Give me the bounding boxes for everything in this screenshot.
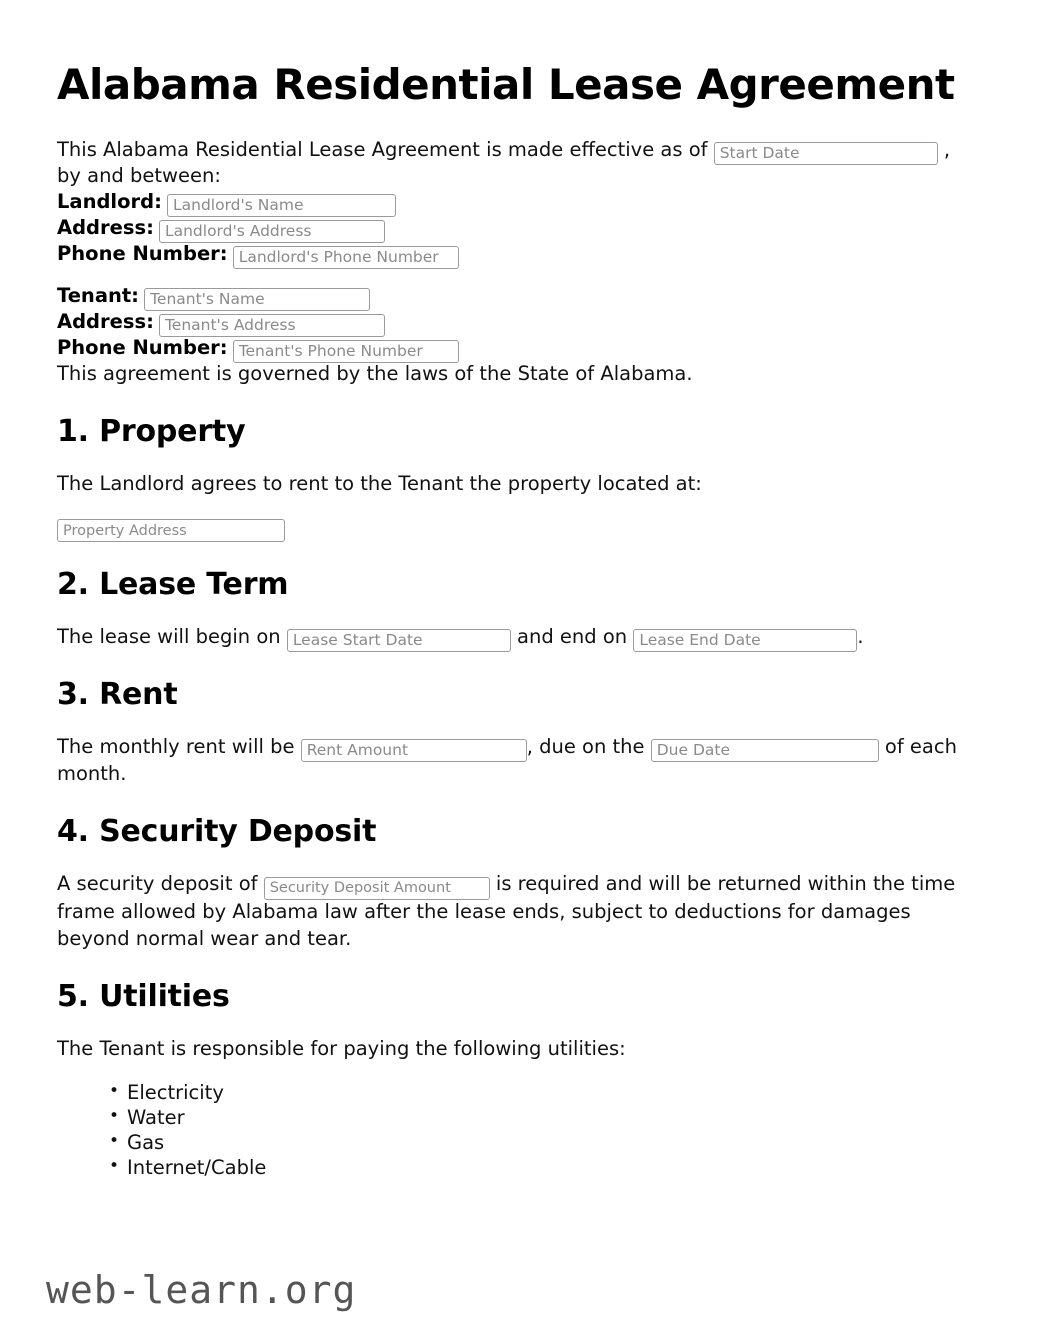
section-heading-utilities: 5. Utilities bbox=[57, 978, 230, 1014]
lease-term-paragraph bbox=[57, 623, 980, 650]
rent-paragraph bbox=[57, 733, 980, 787]
landlord-address-input[interactable] bbox=[159, 220, 385, 243]
landlord-phone-label: Phone Number: bbox=[57, 242, 228, 266]
governing-law-paragraph: This agreement is governed by the laws of the State of Alabama. bbox=[57, 362, 693, 386]
security-deposit-paragraph bbox=[57, 870, 980, 952]
security-deposit-amount-input[interactable] bbox=[264, 877, 490, 900]
section-heading-property: 1. Property bbox=[57, 414, 246, 450]
tenant-name-row bbox=[57, 283, 980, 309]
tenant-block bbox=[57, 283, 980, 361]
landlord-name-row bbox=[57, 189, 980, 215]
rent-text-after-due: of each month. bbox=[57, 735, 957, 786]
tenant-name-label: Tenant: bbox=[57, 284, 139, 308]
party-spacer bbox=[57, 267, 980, 283]
utilities-list bbox=[57, 1080, 980, 1180]
list-item: • Internet/Cable bbox=[109, 1155, 980, 1180]
landlord-block bbox=[57, 189, 980, 267]
section-heading-security-deposit: 4. Security Deposit bbox=[57, 814, 377, 850]
landlord-name-label: Landlord: bbox=[57, 190, 162, 214]
lease-term-period: . bbox=[857, 625, 864, 649]
property-address-input[interactable] bbox=[57, 519, 285, 542]
watermark: web-learn.org bbox=[46, 1268, 357, 1312]
tenant-address-input[interactable] bbox=[159, 314, 385, 337]
landlord-phone-input[interactable] bbox=[233, 246, 459, 269]
landlord-address-row bbox=[57, 215, 980, 241]
landlord-phone-row bbox=[57, 241, 980, 267]
utilities-paragraph: The Tenant is responsible for paying the following utilities: bbox=[57, 1036, 626, 1060]
property-paragraph: The Landlord agrees to rent to the Tenant the property located at: bbox=[57, 472, 702, 496]
security-deposit-text-before: A security deposit of bbox=[57, 872, 258, 896]
rent-text-before-amount: The monthly rent will be bbox=[57, 735, 295, 759]
due-date-input[interactable] bbox=[651, 739, 879, 762]
lease-end-date-input[interactable] bbox=[633, 629, 857, 652]
intro-paragraph bbox=[57, 137, 980, 189]
intro-text-before-start-date: This Alabama Residential Lease Agreement is made effective as of bbox=[57, 138, 708, 162]
tenant-phone-input[interactable] bbox=[233, 340, 459, 363]
landlord-name-input[interactable] bbox=[167, 194, 396, 217]
lease-term-text-between: and end on bbox=[517, 625, 628, 649]
start-date-input[interactable] bbox=[714, 142, 938, 165]
tenant-name-input[interactable] bbox=[144, 288, 370, 311]
rent-amount-input[interactable] bbox=[301, 739, 527, 762]
landlord-address-label: Address: bbox=[57, 216, 154, 240]
security-deposit-text-after: is required and will be returned within the time frame allowed by Alabama law after the lease ends, subject to deductions for damages beyond normal wear and tear. bbox=[57, 872, 956, 950]
page-title: Alabama Residential Lease Agreement bbox=[57, 60, 955, 109]
list-item: • Electricity bbox=[109, 1080, 980, 1105]
tenant-address-row bbox=[57, 309, 980, 335]
intro-comma: , bbox=[943, 138, 951, 162]
list-item: • Water bbox=[109, 1105, 980, 1130]
rent-text-between: , due on the bbox=[526, 735, 645, 759]
tenant-phone-label: Phone Number: bbox=[57, 336, 228, 360]
tenant-phone-row bbox=[57, 335, 980, 361]
tenant-address-label: Address: bbox=[57, 310, 154, 334]
list-item: • Gas bbox=[109, 1130, 980, 1155]
lease-start-date-input[interactable] bbox=[287, 629, 511, 652]
section-heading-lease-term: 2. Lease Term bbox=[57, 567, 289, 603]
lease-term-text-before-start: The lease will begin on bbox=[57, 625, 281, 649]
section-heading-rent: 3. Rent bbox=[57, 677, 178, 713]
property-address-row bbox=[57, 517, 980, 540]
intro-second-line: by and between: bbox=[57, 164, 221, 188]
